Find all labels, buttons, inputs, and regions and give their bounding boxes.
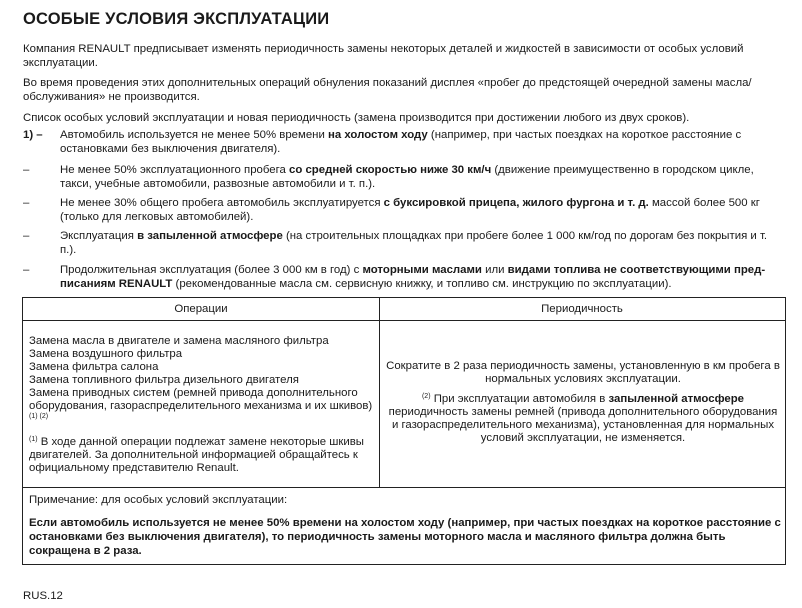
header-divider xyxy=(23,320,785,321)
footnote-1: $^{(1)}$ В ходе данной операции подлежат замене некоторые шкивы двигателей. За дополнительной информацией обращайтесь к официальному представителю Renault. xyxy=(29,436,364,474)
periodicity-cell xyxy=(385,360,781,445)
operation-line: Замена воздушного фильтра xyxy=(29,348,183,360)
footnote-marker: (1) xyxy=(29,436,38,443)
column-divider xyxy=(379,298,380,487)
list-marker: – xyxy=(23,264,30,276)
list-marker: – xyxy=(23,164,30,176)
remark-cell xyxy=(29,493,781,558)
intro-paragraph-1: Компания RENAULT предписывает изменять периодичность замены некоторых деталей и жидкостей в зависимости от особых условий эксплуатации. xyxy=(23,43,744,69)
remark-text: Если автомобиль используется не менее 50% времени на холостом ходу (например, при частых поездках на короткое расстояние с остановками без выключения двигателя), то периодичность замены моторного масла и масляного фильтра должна быть сокращена в 2 раза. xyxy=(29,517,781,557)
intro-paragraph-3: Список особых условий эксплуатации и новая периодичность (замена производится при достижении любого из двух сроков). xyxy=(23,112,690,124)
periodicity-main: Сократите в 2 раза периодичность замены, установленную в км пробега в нормальных условиях эксплуатации. xyxy=(386,360,780,385)
page-number: RUS.12 xyxy=(23,590,63,602)
remark-divider xyxy=(23,487,785,488)
operation-line: Замена фильтра салона xyxy=(29,361,159,373)
intro-paragraph-2: Во время проведения этих дополнительных операций обнуления показаний дисплея «пробег до предстоящей очередной замены масла/обслуживания» не производится. xyxy=(23,77,752,103)
operations-cell xyxy=(29,335,374,475)
footnote-2: $^{(2)}$ При эксплуатации автомобиля в запыленной атмосфере периодичность замены ремней (привода дополнительного оборудования и газораспределительного механизма), установленная для нормальных условий эксплуатации, не изменяется. xyxy=(388,393,778,444)
condition-text: Автомобиль используется не менее 50% времени на холостом ходу (например, при частых поездках на короткое расстояние с остановками без выключения двигателя). xyxy=(60,129,742,155)
operation-line-belts: Замена приводных систем (ремней привода дополнительного оборудования, газораспределительного механизма и их шкивов)$^{(1) (2)}$ xyxy=(29,387,373,420)
footnote-marker: (2) xyxy=(421,393,431,400)
list-marker: – xyxy=(23,197,30,209)
condition-text: Не менее 30% общего пробега автомобиль эксплуатируется с буксировкой прицепа, жилого фургона и т. д. массой более 500 кг (только для легковых автомобилей). xyxy=(60,197,760,223)
footnote-ref: (1) (2) xyxy=(29,413,49,420)
condition-text: Эксплуатация в запыленной атмосфере (на строительных площадках при пробеге более 1 000 км/год по дорогам без покрытия и т. п.). xyxy=(60,230,768,256)
list-marker: 1) – xyxy=(23,129,43,141)
operation-line: Замена топливного фильтра дизельного двигателя xyxy=(29,374,299,386)
condition-text: Продолжительная эксплуатация (более 3 000 км в год) с моторными маслами или видами топлива не соответствующими предписаниям RENAULT (рекомендованные масла см. сервисную книжку, и топливо см. инструкцию по эксплуатации). xyxy=(60,264,766,290)
condition-text: Не менее 50% эксплуатационного пробега со средней скоростью ниже 30 км/ч (движение преимущественно в городском цикле, такси, учебные автомобили, развозные автомобили и т. п.). xyxy=(60,164,754,190)
operation-line: Замена масла в двигателе и замена масляного фильтра xyxy=(29,335,329,347)
page-title: ОСОБЫЕ УСЛОВИЯ ЭКСПЛУАТАЦИИ xyxy=(23,10,330,28)
column-header-periodicity: Периодичность xyxy=(541,303,623,315)
maintenance-table xyxy=(22,297,786,565)
column-header-operations: Операции xyxy=(174,303,228,315)
remark-intro: Примечание: для особых условий эксплуатации: xyxy=(29,494,288,506)
list-marker: – xyxy=(23,230,30,242)
